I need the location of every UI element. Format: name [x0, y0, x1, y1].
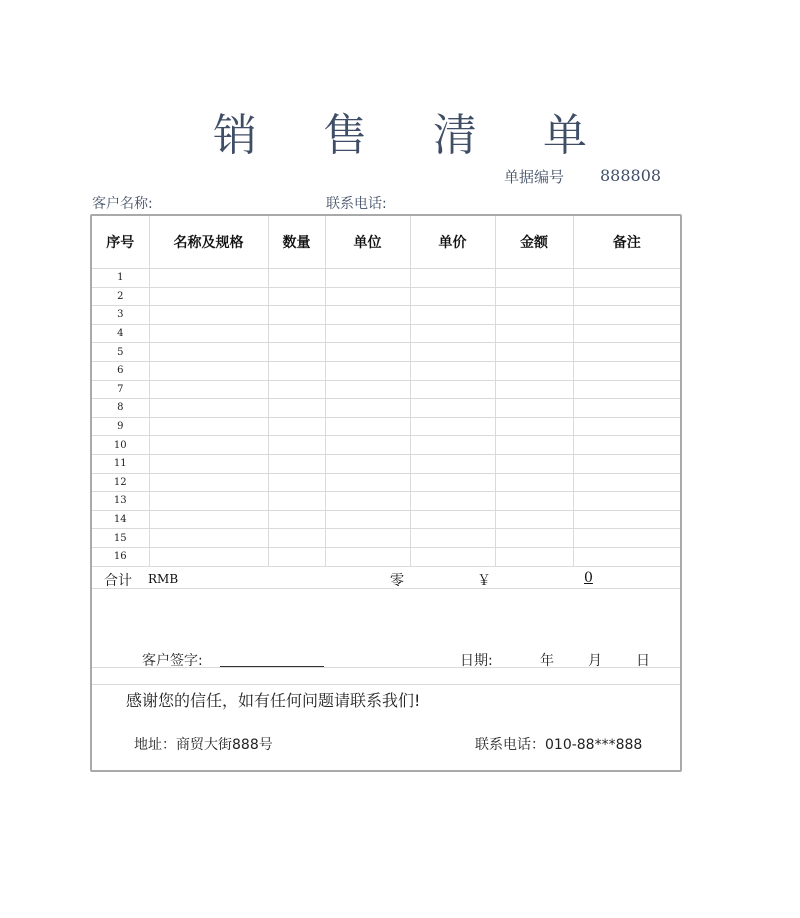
address: 地址：商贸大街888号 — [134, 737, 273, 753]
table-cell — [573, 380, 680, 399]
table-cell — [410, 380, 495, 399]
table-cell — [149, 436, 268, 455]
table-cell — [573, 510, 680, 529]
table-cell — [149, 547, 268, 566]
table-cell — [268, 269, 325, 288]
table-row — [92, 324, 680, 343]
row-index: 12 — [92, 473, 149, 492]
table-cell — [573, 399, 680, 418]
table-cell — [495, 399, 573, 418]
header-amount: 金额 — [495, 216, 573, 269]
document-title: 销 售 清 单 — [213, 110, 613, 161]
table-cell — [410, 547, 495, 566]
table-cell — [149, 361, 268, 380]
table-cell — [325, 492, 410, 511]
table-cell — [495, 547, 573, 566]
table-cell — [149, 269, 268, 288]
table-cell — [149, 454, 268, 473]
table-cell — [325, 454, 410, 473]
table-cell — [268, 454, 325, 473]
table-row — [92, 361, 680, 380]
table-cell — [495, 380, 573, 399]
header-name-spec: 名称及规格 — [149, 216, 268, 269]
table-cell — [325, 436, 410, 455]
table-cell — [573, 324, 680, 343]
table-cell — [325, 473, 410, 492]
table-cell — [268, 287, 325, 306]
table-cell — [410, 417, 495, 436]
row-index: 10 — [92, 436, 149, 455]
table-body — [92, 269, 680, 567]
total-label: 合计 — [104, 573, 132, 589]
customer-sign-label: 客户签字: — [142, 653, 203, 669]
table-cell — [495, 492, 573, 511]
contact-phone-label: 联系电话: — [326, 196, 387, 212]
table-cell — [495, 436, 573, 455]
row-index: 11 — [92, 454, 149, 473]
table-cell — [573, 417, 680, 436]
table-cell — [573, 436, 680, 455]
table-row — [92, 417, 680, 436]
table-cell — [410, 492, 495, 511]
table-row — [92, 343, 680, 362]
table-cell — [149, 324, 268, 343]
items-table — [92, 216, 680, 567]
table-cell — [495, 510, 573, 529]
table-row — [92, 473, 680, 492]
row-index: 9 — [92, 417, 149, 436]
table-cell — [268, 361, 325, 380]
table-cell — [325, 287, 410, 306]
table-cell — [495, 287, 573, 306]
table-cell — [149, 510, 268, 529]
table-cell — [495, 473, 573, 492]
customer-name-label: 客户名称: — [92, 196, 153, 212]
table-cell — [573, 343, 680, 362]
table-cell — [495, 306, 573, 325]
table-cell — [268, 510, 325, 529]
table-cell — [325, 343, 410, 362]
table-cell — [410, 287, 495, 306]
table-cell — [268, 399, 325, 418]
divider — [92, 667, 680, 668]
table-cell — [410, 510, 495, 529]
document-number-value: 888808 — [600, 166, 662, 185]
table-row — [92, 510, 680, 529]
table-cell — [149, 399, 268, 418]
table-cell — [268, 492, 325, 511]
sales-form — [90, 214, 682, 772]
table-cell — [325, 269, 410, 288]
row-index: 2 — [92, 287, 149, 306]
row-index: 4 — [92, 324, 149, 343]
table-cell — [410, 306, 495, 325]
table-cell — [573, 287, 680, 306]
date-year: 年 — [540, 653, 554, 669]
header-unit-price: 单价 — [410, 216, 495, 269]
total-row — [92, 568, 680, 589]
table-cell — [149, 343, 268, 362]
table-cell — [495, 269, 573, 288]
table-row — [92, 529, 680, 548]
table-cell — [573, 547, 680, 566]
table-row — [92, 306, 680, 325]
divider — [92, 684, 680, 685]
table-cell — [410, 361, 495, 380]
table-cell — [268, 547, 325, 566]
header-index: 序号 — [92, 216, 149, 269]
row-index: 7 — [92, 380, 149, 399]
header-remarks: 备注 — [573, 216, 680, 269]
table-cell — [149, 287, 268, 306]
table-cell — [573, 269, 680, 288]
table-row — [92, 492, 680, 511]
table-cell — [495, 324, 573, 343]
table-cell — [573, 473, 680, 492]
table-cell — [268, 324, 325, 343]
footer-phone: 联系电话：010-88***888 — [475, 737, 643, 753]
table-cell — [325, 324, 410, 343]
header-quantity: 数量 — [268, 216, 325, 269]
table-cell — [495, 417, 573, 436]
table-cell — [149, 306, 268, 325]
table-cell — [268, 306, 325, 325]
table-header-row — [92, 216, 680, 269]
table-cell — [495, 529, 573, 548]
total-currency: RMB — [148, 572, 179, 586]
row-index: 1 — [92, 269, 149, 288]
table-cell — [268, 380, 325, 399]
table-cell — [268, 529, 325, 548]
date-day: 日 — [636, 653, 650, 669]
table-cell — [573, 361, 680, 380]
table-cell — [495, 454, 573, 473]
table-cell — [268, 343, 325, 362]
table-cell — [325, 361, 410, 380]
table-cell — [325, 510, 410, 529]
header-unit: 单位 — [325, 216, 410, 269]
table-cell — [410, 529, 495, 548]
table-row — [92, 547, 680, 566]
row-index: 6 — [92, 361, 149, 380]
table-cell — [268, 436, 325, 455]
table-cell — [410, 324, 495, 343]
table-row — [92, 287, 680, 306]
document-number-label: 单据编号 — [504, 168, 565, 186]
row-index: 13 — [92, 492, 149, 511]
table-row — [92, 269, 680, 288]
table-cell — [325, 306, 410, 325]
row-index: 5 — [92, 343, 149, 362]
table-cell — [149, 492, 268, 511]
row-index: 3 — [92, 306, 149, 325]
table-cell — [410, 399, 495, 418]
total-amount: 0 — [584, 570, 593, 586]
table-cell — [573, 306, 680, 325]
date-month: 月 — [588, 653, 602, 669]
table-cell — [495, 343, 573, 362]
row-index: 8 — [92, 399, 149, 418]
table-cell — [495, 361, 573, 380]
table-cell — [149, 380, 268, 399]
total-yen-symbol: ￥ — [477, 573, 491, 589]
table-cell — [410, 269, 495, 288]
table-cell — [268, 473, 325, 492]
total-zero-label: 零 — [390, 573, 404, 589]
thanks-message: 感谢您的信任，如有任何问题请联系我们! — [126, 691, 421, 710]
table-cell — [410, 454, 495, 473]
table-cell — [149, 529, 268, 548]
table-cell — [325, 547, 410, 566]
table-cell — [410, 343, 495, 362]
table-cell — [325, 417, 410, 436]
table-row — [92, 399, 680, 418]
row-index: 15 — [92, 529, 149, 548]
row-index: 16 — [92, 547, 149, 566]
table-cell — [325, 380, 410, 399]
table-cell — [325, 529, 410, 548]
table-row — [92, 454, 680, 473]
table-cell — [268, 417, 325, 436]
table-cell — [573, 454, 680, 473]
row-index: 14 — [92, 510, 149, 529]
table-cell — [573, 492, 680, 511]
table-cell — [573, 529, 680, 548]
table-cell — [149, 473, 268, 492]
date-label: 日期: — [460, 653, 493, 669]
table-cell — [410, 473, 495, 492]
table-cell — [325, 399, 410, 418]
table-row — [92, 380, 680, 399]
table-row — [92, 436, 680, 455]
table-cell — [149, 417, 268, 436]
table-cell — [410, 436, 495, 455]
